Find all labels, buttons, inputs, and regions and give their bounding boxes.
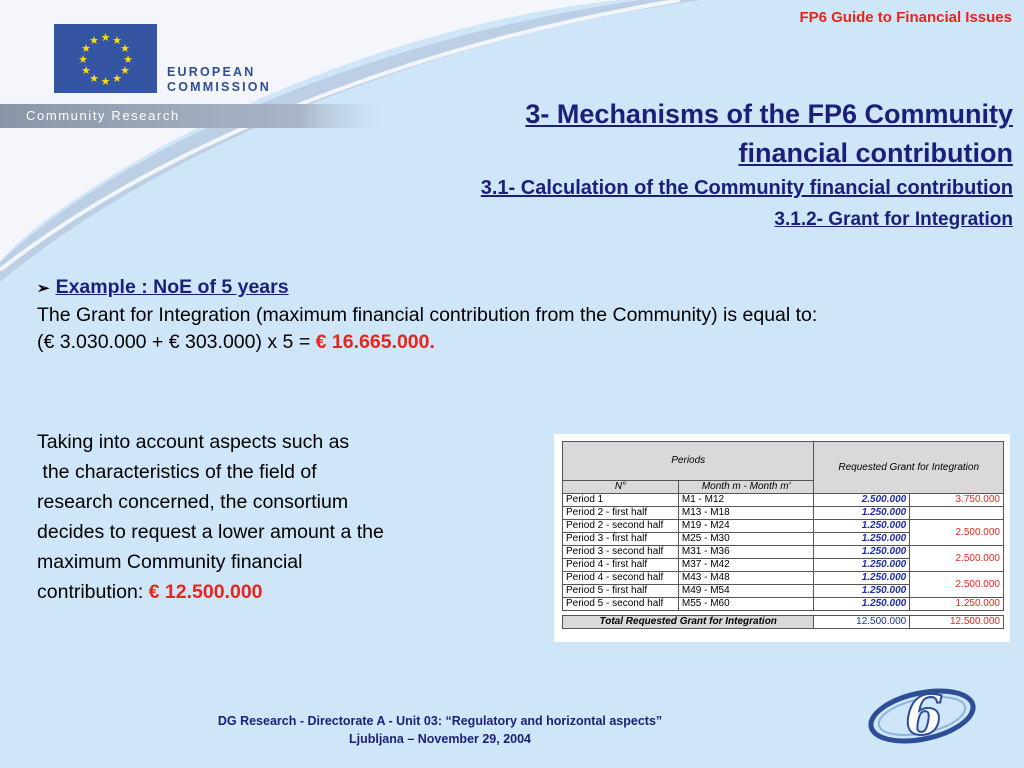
group-total-cell: 3.750.000 xyxy=(910,494,1004,507)
slide-titles xyxy=(481,95,1013,235)
months-cell: M1 - M12 xyxy=(678,494,814,507)
period-cell: Period 4 - second half xyxy=(563,572,679,585)
col-month-header: Month m - Month m' xyxy=(678,481,814,494)
fp6-logo-icon xyxy=(864,682,982,752)
grant-table xyxy=(562,441,1004,629)
consideration-line: research concerned, the consortium xyxy=(37,491,349,513)
period-cell: Period 5 - first half xyxy=(563,585,679,598)
wordmark-line1: EUROPEAN xyxy=(167,65,256,79)
months-cell: M19 - M24 xyxy=(678,520,814,533)
svg-text:★: ★ xyxy=(100,75,111,88)
months-cell: M43 - M48 xyxy=(678,572,814,585)
grant-table-panel xyxy=(554,434,1010,642)
example-formula xyxy=(37,329,1013,356)
months-cell: M13 - M18 xyxy=(678,507,814,520)
footer-line1: DG Research - Directorate A - Unit 03: “Regulatory and horizontal aspects” xyxy=(217,714,663,728)
amount-cell: 1.250.000 xyxy=(814,598,910,611)
svg-text:6: 6 xyxy=(905,683,943,747)
svg-text:★: ★ xyxy=(112,34,122,47)
amount-cell: 1.250.000 xyxy=(814,572,910,585)
main-title-line1: 3- Mechanisms of the FP6 Community xyxy=(525,99,1013,129)
amount-cell: 1.250.000 xyxy=(814,585,910,598)
total-row xyxy=(563,616,1004,629)
svg-text:★: ★ xyxy=(89,34,99,47)
periods-header: Periods xyxy=(563,442,814,481)
footer-line2: Ljubljana – November 29, 2004 xyxy=(348,732,532,746)
group-total-cell: 2.500.000 xyxy=(910,546,1004,572)
period-cell: Period 4 - first half xyxy=(563,559,679,572)
formula-text: (€ 3.030.000 + € 303.000) x 5 = xyxy=(37,331,316,353)
guide-title: FP6 Guide to Financial Issues xyxy=(799,9,1012,26)
period-cell: Period 1 xyxy=(563,494,679,507)
subtitle-calculation: 3.1- Calculation of the Community financial contribution xyxy=(480,177,1013,199)
amount-cell: 2.500.000 xyxy=(814,494,910,507)
table-row xyxy=(563,520,1004,533)
requested-amount: € 12.500.000 xyxy=(148,581,263,603)
consideration-line: decides to request a lower amount a the xyxy=(37,521,384,543)
amount-cell: 1.250.000 xyxy=(814,520,910,533)
group-total-cell: 1.250.000 xyxy=(910,598,1004,611)
arrow-bullet-icon: ➢ xyxy=(37,280,50,297)
consideration-line xyxy=(37,577,517,607)
footer xyxy=(180,712,700,748)
svg-text:★: ★ xyxy=(81,64,91,77)
total-label: Total Requested Grant for Integration xyxy=(563,616,814,629)
table-row xyxy=(563,598,1004,611)
svg-text:★: ★ xyxy=(100,31,111,44)
svg-text:★: ★ xyxy=(89,72,99,85)
amount-cell: 1.250.000 xyxy=(814,559,910,572)
period-cell: Period 5 - second half xyxy=(563,598,679,611)
svg-text:★: ★ xyxy=(112,72,122,85)
commission-wordmark xyxy=(167,65,271,95)
group-total-cell: 2.500.000 xyxy=(910,572,1004,598)
wordmark-line2: COMMISSION xyxy=(167,80,271,94)
requested-grant-header: Requested Grant for Integration xyxy=(814,442,1004,494)
period-cell: Period 3 - second half xyxy=(563,546,679,559)
example-section xyxy=(37,274,1013,356)
table-row xyxy=(563,494,1004,507)
consideration-paragraph xyxy=(37,427,517,607)
svg-text:★: ★ xyxy=(120,42,130,55)
col-n-header: N° xyxy=(563,481,679,494)
formula-result: € 16.665.000. xyxy=(315,331,435,353)
empty-cell xyxy=(910,507,1004,520)
months-cell: M37 - M42 xyxy=(678,559,814,572)
table-row xyxy=(563,507,1004,520)
consideration-prefix: contribution: xyxy=(37,581,149,603)
subtitle-grant-integration: 3.1.2- Grant for Integration xyxy=(774,209,1013,230)
example-heading xyxy=(37,274,1013,302)
svg-text:★: ★ xyxy=(123,53,133,66)
period-cell: Period 2 - second half xyxy=(563,520,679,533)
eu-flag-logo xyxy=(54,24,157,93)
amount-cell: 1.250.000 xyxy=(814,507,910,520)
example-heading-text: Example : NoE of 5 years xyxy=(55,276,289,298)
consideration-line: Taking into account aspects such as xyxy=(37,431,350,453)
consideration-line: the characteristics of the field of xyxy=(37,461,317,483)
months-cell: M31 - M36 xyxy=(678,546,814,559)
amount-cell: 1.250.000 xyxy=(814,546,910,559)
amount-cell: 1.250.000 xyxy=(814,533,910,546)
main-title-line2: financial contribution xyxy=(738,138,1013,168)
svg-text:★: ★ xyxy=(81,42,91,55)
svg-text:★: ★ xyxy=(78,53,88,66)
period-cell: Period 3 - first half xyxy=(563,533,679,546)
total-blue: 12.500.000 xyxy=(814,616,910,629)
months-cell: M49 - M54 xyxy=(678,585,814,598)
community-research-label: Community Research xyxy=(26,108,180,123)
table-row xyxy=(563,546,1004,559)
eu-stars-icon xyxy=(54,24,157,93)
group-total-cell: 2.500.000 xyxy=(910,520,1004,546)
months-cell: M25 - M30 xyxy=(678,533,814,546)
total-red: 12.500.000 xyxy=(910,616,1004,629)
svg-text:★: ★ xyxy=(120,64,130,77)
example-description: The Grant for Integration (maximum financial contribution from the Community) is equal to: xyxy=(37,304,818,326)
consideration-line: maximum Community financial xyxy=(37,551,303,573)
months-cell: M55 - M60 xyxy=(678,598,814,611)
table-row xyxy=(563,572,1004,585)
period-cell: Period 2 - first half xyxy=(563,507,679,520)
